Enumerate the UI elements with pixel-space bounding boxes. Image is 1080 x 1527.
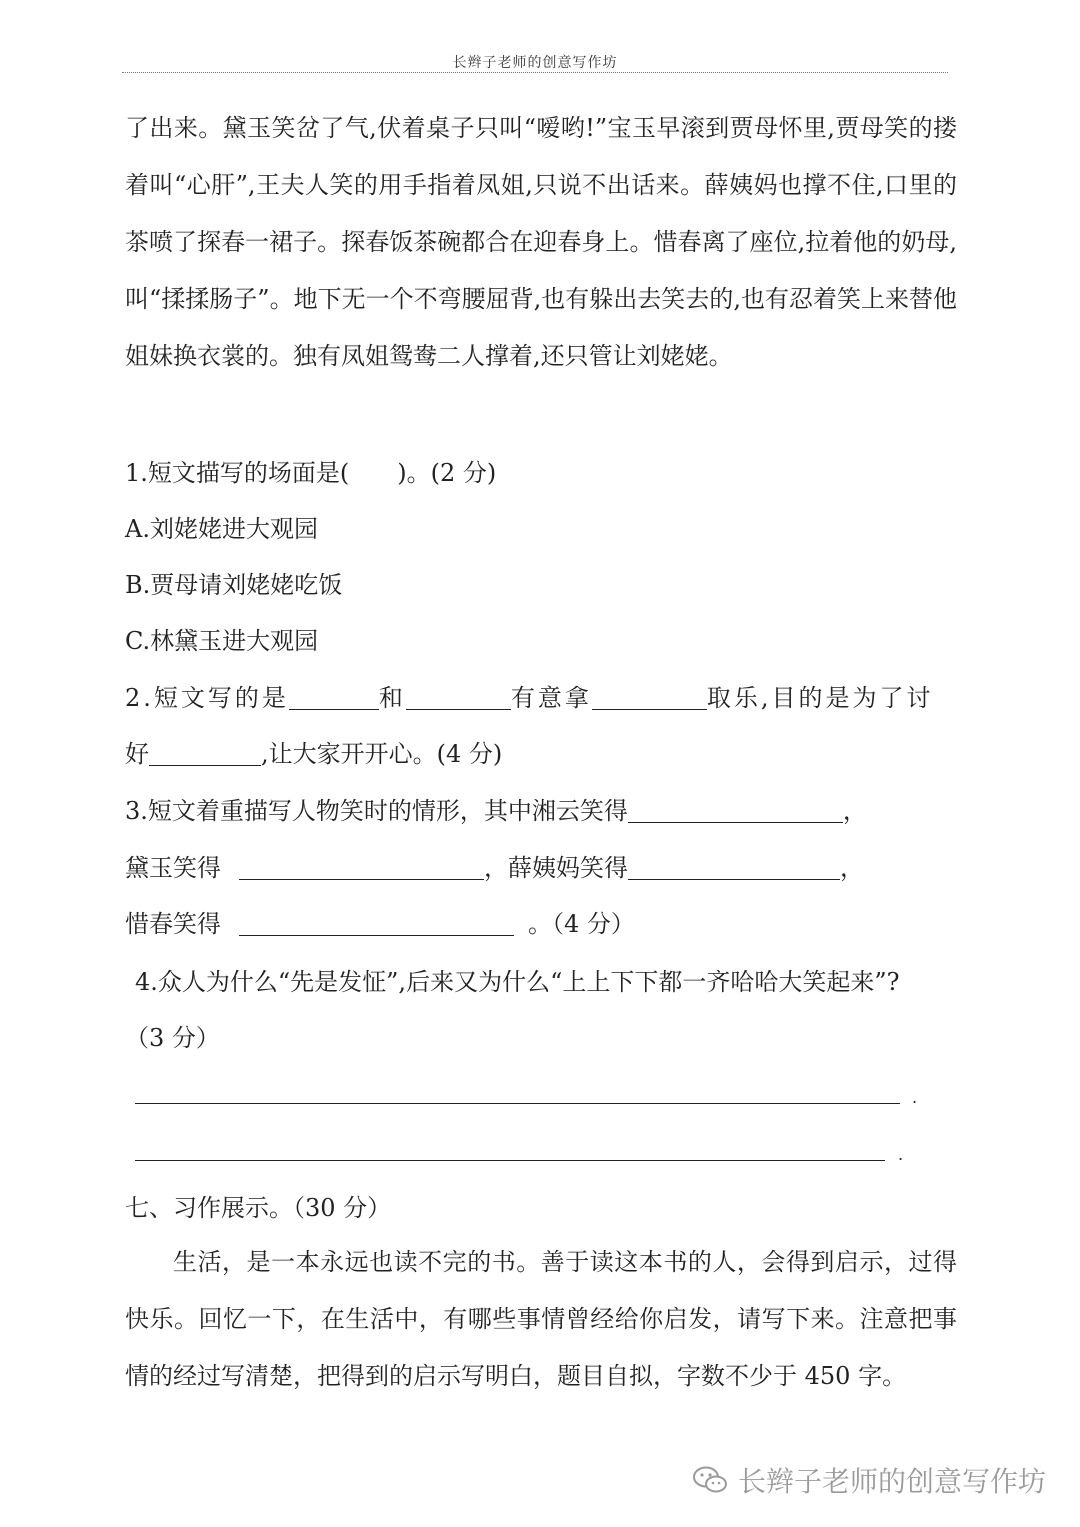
question-2-text: 2.短文写的是 bbox=[125, 684, 289, 712]
answer-blank[interactable] bbox=[149, 741, 261, 766]
watermark bbox=[692, 1460, 1046, 1500]
question-4-score: （3 分） bbox=[125, 1024, 220, 1052]
question-3-line-2 bbox=[125, 852, 864, 884]
question-3-text: 黛玉笑得 bbox=[125, 854, 221, 882]
question-1-option-c: C.林黛玉进大观园 bbox=[125, 627, 319, 655]
question-3-text: ， bbox=[842, 797, 867, 825]
question-2-text: 取乐,目的是为了讨 bbox=[706, 684, 934, 712]
answer-blank[interactable] bbox=[628, 855, 840, 880]
answer-blank[interactable] bbox=[239, 911, 514, 936]
question-3-text: 惜春笑得 bbox=[125, 910, 221, 938]
answer-blank[interactable] bbox=[592, 685, 707, 710]
wechat-icon bbox=[692, 1465, 728, 1495]
question-4-stem: 4.众人为什么“先是发怔”,后来又为什么“上上下下都一齐哈哈大笑起来”? bbox=[135, 968, 900, 996]
question-2-text: 和 bbox=[378, 684, 406, 712]
question-3-text: ，薛姨妈笑得 bbox=[484, 854, 628, 882]
question-3-text: 。（4 分） bbox=[528, 910, 635, 938]
answer-blank[interactable] bbox=[239, 855, 484, 880]
question-3-line-3 bbox=[125, 908, 635, 940]
question-1-option-b: B.贾母请刘姥姥吃饭 bbox=[125, 571, 343, 599]
passage-text: 了出来。黛玉笑岔了气,伏着桌子只叫“嗳哟!”宝玉早滚到贾母怀里,贾母笑的搂着叫“心肝”,王夫人笑的用手指着凤姐,只说不出话来。薛姨妈也撑不住,口里的茶喷了探春一裙子。探春饭茶碗都合在迎春身上。惜春离了座位,拉着他的奶母,叫“揉揉肠子”。地下无一个不弯腰屈背,也有躲出去笑去的,也有忍着笑上来替他姐妹换衣裳的。独有凤姐鸳鸯二人撑着,还只管让刘姥姥。 bbox=[125, 114, 957, 370]
question-2-line-2 bbox=[125, 738, 502, 770]
answer-blank[interactable] bbox=[289, 685, 379, 710]
question-3-text: ， bbox=[840, 854, 864, 882]
answer-blank[interactable] bbox=[628, 798, 843, 823]
writing-prompt: 生活，是一本永远也读不完的书。善于读这本书的人，会得到启示，过得快乐。回忆一下，在生活中，有哪些事情曾经给你启发，请写下来。注意把事情的经过写清楚，把得到的启示写明白，题目自拟，字数不少于 450 字。 bbox=[125, 1248, 957, 1390]
answer-line[interactable] bbox=[135, 1160, 885, 1161]
line-end-dot: . bbox=[898, 1145, 904, 1164]
question-1-stem: 1.短文描写的场面是( )。(2 分) bbox=[125, 459, 497, 487]
line-end-dot: . bbox=[912, 1088, 918, 1107]
question-2-text: ,让大家开开心。(4 分) bbox=[261, 740, 503, 768]
section-7-title: 七、习作展示。（30 分） bbox=[125, 1194, 392, 1222]
page-header: 长辫子老师的创意写作坊 bbox=[452, 55, 618, 71]
answer-line[interactable] bbox=[135, 1103, 900, 1104]
question-1-option-a: A.刘姥姥进大观园 bbox=[125, 515, 318, 543]
watermark-text: 长辫子老师的创意写作坊 bbox=[737, 1465, 1046, 1498]
question-2-text: 好 bbox=[125, 740, 149, 768]
question-2-text: 有意拿 bbox=[510, 684, 592, 712]
answer-blank[interactable] bbox=[406, 685, 511, 710]
header-divider bbox=[122, 72, 948, 73]
question-3-line-1 bbox=[125, 795, 867, 827]
question-2-line-1 bbox=[125, 682, 934, 714]
question-3-text: 3.短文着重描写人物笑时的情形，其中湘云笑得 bbox=[125, 797, 628, 825]
